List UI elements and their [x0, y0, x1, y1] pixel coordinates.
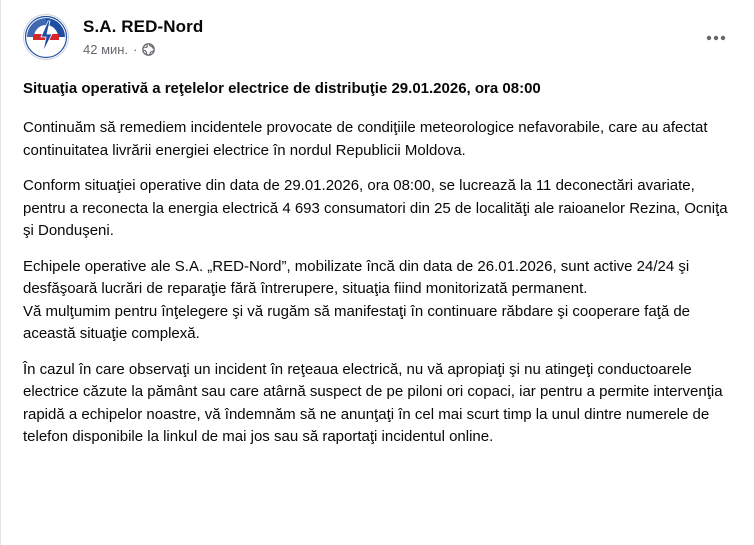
ellipsis-icon — [706, 35, 726, 41]
post-paragraph: Continuăm să remediem incidentele provocate de condiţiile meteorologice nefavorabile, care au afectat continuitatea livrării energiei electrice în nordul Republicii Moldova. — [23, 119, 708, 159]
page-name[interactable]: S.A. RED-Nord — [83, 17, 204, 36]
post-header — [23, 14, 738, 66]
post-paragraph: Echipele operative ale S.A. „RED-Nord”, mobilizate încă din data de 26.01.2026, sunt active 24/24 şi desfăşoară lucrări de reparaţie fără întrerupere, situaţia fiind monitorizată permanent. — [23, 257, 690, 297]
meta-separator: · — [133, 42, 138, 57]
post-meta — [83, 42, 155, 57]
more-options-button[interactable] — [700, 22, 732, 54]
post-paragraph: Conform situaţiei operative din data de 29.01.2026, ora 08:00, se lucrează la 11 deconectări avariate, pentru a reconecta la energia electrică 4 693 consumatori din 25 de localităţi ale raioanelor Rezina, Ocniţa şi Donduşeni. — [23, 177, 728, 239]
post-paragraph: În cazul în care observaţi un incident în reţeaua electrică, nu vă apropiaţi şi nu atingeţi conductoarele electrice căzute la pământ sau care atârnă suspect de pe piloni ori copaci, iar pentru a permite intervenţia rapidă a echipelor noastre, vă îndemnăm să ne anunţaţi în cel mai scurt timp la unul dintre numerele de telefon disponibile la linkul de mai jos sau să raportaţi incidentul online. — [23, 360, 723, 445]
post-title: Situaţia operativă a reţelelor electrice de distribuţie 29.01.2026, ora 08:00 — [23, 80, 541, 97]
post-paragraph: Vă mulţumim pentru înţelegere şi vă rugăm să manifestaţi în continuare răbdare şi cooperare faţă de această situaţie complexă. — [23, 302, 691, 342]
avatar[interactable] — [23, 14, 69, 60]
post-timestamp[interactable]: 42 мин. — [83, 42, 129, 57]
globe-icon[interactable] — [142, 43, 155, 56]
post-body — [23, 76, 735, 462]
red-nord-logo-icon — [24, 15, 68, 59]
